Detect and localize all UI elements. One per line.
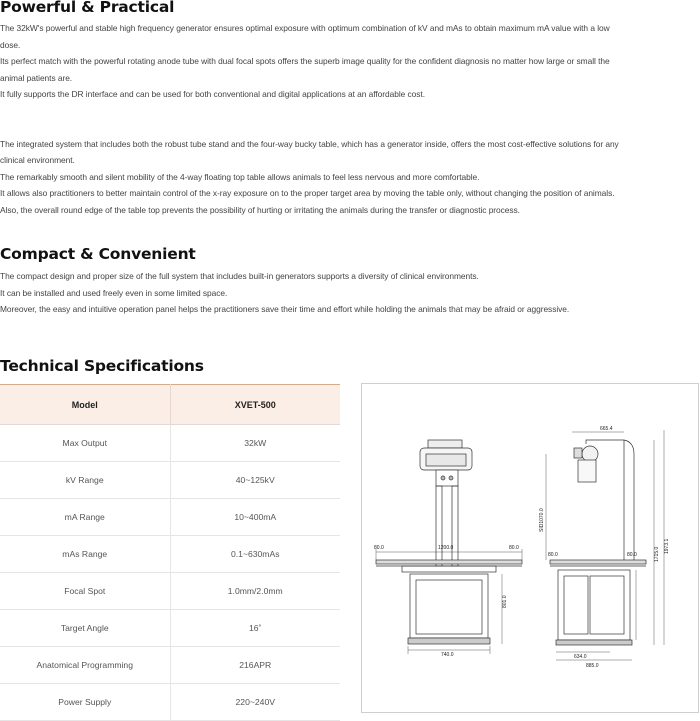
text-line: It fully supports the DR interface and can be used for both conventional and digital applications at an affordable cost. — [0, 89, 425, 99]
text-line: It allows also practitioners to better maintain control of the x-ray exposure on to the proper target area by moving the table only, without changing the position of animals. — [0, 188, 615, 198]
technical-drawing — [361, 383, 699, 713]
spec-table — [0, 384, 340, 721]
text-line: The integrated system that includes both the robust tube stand and the four-way bucky table, which has a generator inside, offers the most cost-effective solutions for any — [0, 138, 619, 149]
text-line: Moreover, the easy and intuitive operation panel helps the practitioners save their time and effort while holding the animals that may be afraid or aggressive. — [0, 304, 570, 314]
dim-side-right-ext: 80.0 — [627, 552, 637, 558]
compact-convenient-body — [0, 268, 696, 318]
table-row — [0, 573, 340, 610]
spec-value: 0.1~630mAs — [170, 536, 340, 573]
spec-label: mA Range — [0, 499, 170, 536]
dim-front-left-ext: 80.0 — [374, 545, 384, 551]
model-value: XVET-500 — [170, 385, 340, 425]
spec-value: 216APR — [170, 647, 340, 684]
spec-value: 32kW — [170, 425, 340, 462]
table-row — [0, 462, 340, 499]
spec-label: Focal Spot — [0, 573, 170, 610]
spec-label: mAs Range — [0, 536, 170, 573]
dim-side-h2: 1973.1 — [664, 538, 670, 554]
compact-convenient-title: Compact & Convenient — [0, 245, 196, 263]
dim-side-base-outer: 885.0 — [586, 663, 599, 669]
dim-side-left-ext: 80.0 — [548, 552, 558, 558]
dim-front-base-width: 740.0 — [441, 652, 454, 658]
spec-value: 10~400mA — [170, 499, 340, 536]
spec-label: Anatomical Programming — [0, 647, 170, 684]
dim-front-table-width: 1200.0 — [438, 545, 454, 551]
text-line: animal patients are. — [0, 72, 73, 83]
text-line: The 32kW's powerful and stable high frequency generator ensures optimal exposure with optimum combination of kV and mAs to obtain maximum mA value with a low — [0, 23, 610, 33]
spec-label: Max Output — [0, 425, 170, 462]
spec-value: 16˚ — [170, 610, 340, 647]
text-line: clinical environment. — [0, 155, 75, 165]
spec-value: 220~240V — [170, 684, 340, 721]
table-row — [0, 499, 340, 536]
technical-specifications-title: Technical Specifications — [0, 357, 204, 375]
text-line: It can be installed and used freely even in some limited space. — [0, 287, 228, 298]
spec-value: 1.0mm/2.0mm — [170, 573, 340, 610]
dim-side-top: 665.4 — [600, 426, 613, 432]
text-line: dose. — [0, 39, 21, 50]
table-row — [0, 684, 340, 721]
side-view-drawing — [546, 430, 664, 660]
table-row — [0, 610, 340, 647]
dim-side-h1: 1715.0 — [654, 546, 660, 562]
powerful-practical-body — [0, 20, 696, 218]
table-row — [0, 536, 340, 573]
dim-front-height: 801.0 — [502, 595, 508, 608]
text-line: The compact design and proper size of the full system that includes built-in generators supports a diversity of clinical environments. — [0, 271, 479, 281]
spec-table-header — [0, 385, 340, 425]
spec-value: 40~125kV — [170, 462, 340, 499]
spec-label: Target Angle — [0, 610, 170, 647]
dim-front-right-ext: 80.0 — [509, 545, 519, 551]
text-line: Also, the overall round edge of the table top prevents the possibility of hurting or irritating the animals during the transfer or diagnostic process. — [0, 204, 520, 215]
table-row — [0, 425, 340, 462]
spec-label: Power Supply — [0, 684, 170, 721]
table-row — [0, 647, 340, 684]
model-label: Model — [0, 385, 170, 425]
dim-side-base-inner: 634.0 — [574, 654, 587, 660]
powerful-practical-title: Powerful & Practical — [0, 0, 175, 16]
text-line: The remarkably smooth and silent mobility of the 4-way floating top table allows animals to feel less nervous and more comfortable. — [0, 171, 480, 182]
dim-side-sid: SID1070.0 — [539, 508, 545, 532]
text-line: Its perfect match with the powerful rotating anode tube with dual focal spots offers the superb image quality for the confident diagnosis no matter how large or small the — [0, 56, 610, 66]
spec-label: kV Range — [0, 462, 170, 499]
